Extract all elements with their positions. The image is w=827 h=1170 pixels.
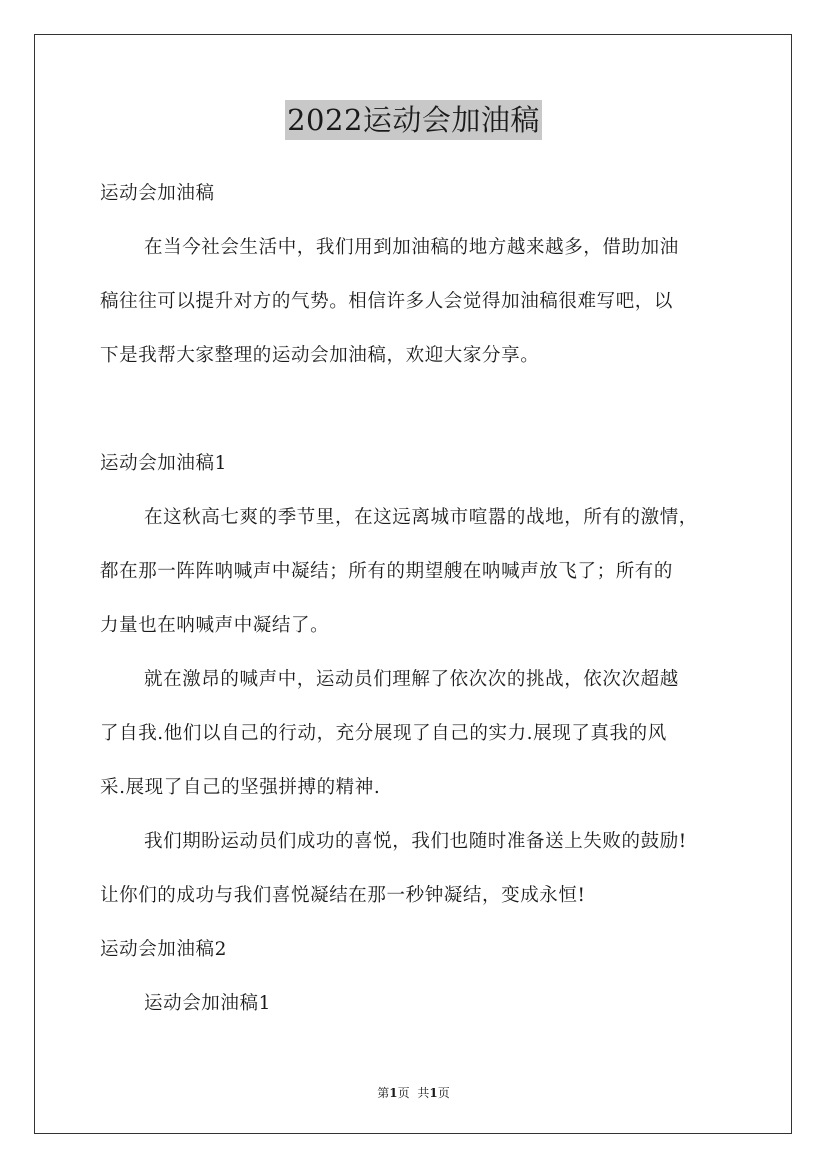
section-heading: 运动会加油稿2 [100,939,227,960]
title-wrapper [0,100,827,140]
paragraph-line: 稿往往可以提升对方的气势。相信许多人会觉得加油稿很难写吧，以 [100,291,674,312]
paragraph-line: 在这秋高七爽的季节里，在这远离城市喧嚣的战地，所有的激情， [144,507,698,528]
paragraph-line: 力量也在呐喊声中凝结了。 [100,615,330,636]
total-suffix: 页 [437,1086,450,1100]
page-suffix: 页 [397,1086,410,1100]
paragraph-line: 下是我帮大家整理的运动会加油稿，欢迎大家分享。 [100,345,540,366]
paragraph-line: 就在激昂的喊声中，运动员们理解了依次次的挑战，依次次超越 [144,669,679,690]
section-heading: 运动会加油稿 [100,183,215,204]
paragraph-line: 我们期盼运动员们成功的喜悦，我们也随时准备送上失败的鼓励! [144,831,687,852]
paragraph-line: 都在那一阵阵呐喊声中凝结；所有的期望艘在呐喊声放飞了；所有的 [100,561,674,582]
subsection-heading: 运动会加油稿1 [144,993,271,1014]
document-title: 2022运动会加油稿 [285,100,542,140]
paragraph-line: 让你们的成功与我们喜悦凝结在那一秒钟凝结，变成永恒! [100,885,586,906]
page-prefix: 第 [377,1086,390,1100]
total-pages: 1 [429,1086,438,1100]
paragraph-line: 在当今社会生活中，我们用到加油稿的地方越来越多，借助加油 [144,237,679,258]
total-prefix: 共 [417,1086,430,1100]
paragraph-line: 了自我.他们以自己的行动，充分展现了自己的实力.展现了真我的风 [100,723,667,744]
paragraph-line: 采.展现了自己的坚强拼搏的精神. [100,777,381,798]
page-number: 1 [389,1086,398,1100]
section-heading: 运动会加油稿1 [100,453,227,474]
page-footer [0,1084,827,1101]
